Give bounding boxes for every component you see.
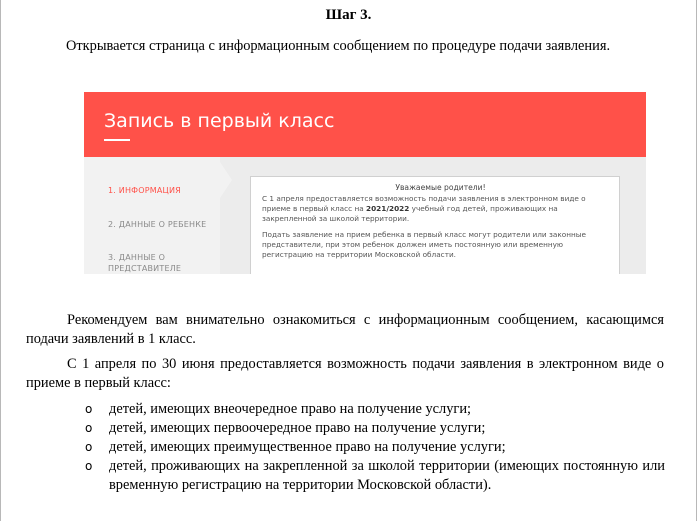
step-title: Шаг 3. xyxy=(325,7,372,23)
bullet-item: o детей, имеющих первоочередное право на получение услуги; xyxy=(85,420,486,436)
period-paragraph: С 1 апреля по 30 июня предоставляется возможность подачи заявления в электронном виде о приеме в первый класс: xyxy=(26,356,664,391)
bullet-marker: o xyxy=(85,402,93,416)
bullet-item: o детей, имеющих внеочередное право на получение услуги; xyxy=(85,401,472,417)
embedded-screenshot xyxy=(84,92,646,274)
recommend-paragraph: Рекомендуем вам внимательно ознакомиться с информационным сообщением, касающимся подачи заявлений в 1 класс. xyxy=(26,312,664,347)
bullet-item: o детей, имеющих преимущественное право на получение услуги; xyxy=(85,439,506,455)
bullet-marker: o xyxy=(85,440,93,454)
info-message-box xyxy=(250,176,620,274)
message-text-1: С 1 апреля предоставляется возможность подачи заявления в электронном виде о приеме в первый класс на 2021/2022 учебный год детей, проживающих на закрепленной за школой территории. xyxy=(262,194,586,223)
message-heading: Уважаемые родители! xyxy=(395,183,486,192)
screenshot-header xyxy=(84,92,646,157)
bullet-item: o детей, проживающих на закрепленной за школой территории (имеющих постоянную или временную регистрацию на территории Московской области). xyxy=(85,458,665,493)
active-step-arrow xyxy=(220,162,232,198)
intro-paragraph: Открывается страница с информационным сообщением по процедуре подачи заявления. xyxy=(66,38,611,54)
nav-step-child-data: 2. ДАННЫЕ О РЕБЕНКЕ xyxy=(108,220,207,229)
page-border-left xyxy=(0,0,1,521)
nav-step-information: 1. ИНФОРМАЦИЯ xyxy=(108,186,181,195)
screenshot-title: Запись в первый класс xyxy=(104,110,335,132)
title-underline xyxy=(104,139,130,141)
message-text-2: Подать заявление на прием ребенка в первый класс могут родители или законные представители, при этом ребенок должен иметь постоянную или временную регистрацию на территории Московской области. xyxy=(262,230,586,259)
nav-step-representative-data: 3. ДАННЫЕ О ПРЕДСТАВИТЕЛЕ xyxy=(108,253,182,273)
school-year: 2021/2022 xyxy=(366,204,410,213)
bullet-marker: o xyxy=(85,421,93,435)
bullet-marker: o xyxy=(85,459,93,473)
bullet-list xyxy=(85,400,665,495)
